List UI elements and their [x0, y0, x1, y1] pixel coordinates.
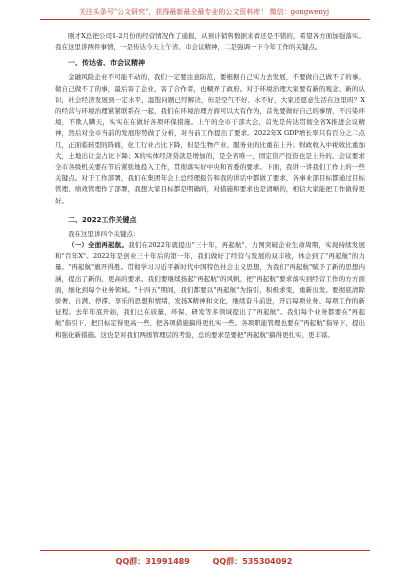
key-point-1-text: 我们在2022年就提出"三十年，再起航"，力图突破企业生命周期，实现持续发展和"百年X"。2022年是创业三十年后的第一年，我们做好了经营与发展的双丰收，体会到了"再起航"的力量。"再起航"旗开得胜。贯彻学习习近平新时代中国特色社会主义思想，为我们"再起航"赋予了新的思想内涵，提出了新的、更高的要求。我们要继续扬起"再起航"的风帆，把"再起航"要求落实到经营工作的方方面面，细化到每个业务领域。"十四五"期间，我们都要以"再起航"为指引，积极求变，重新出发。要彻底清除骄奢、自满、停滞、享乐的思想和情绪，发扬X精神和文化，继续奋斗前进，开启每项业务、每项工作的新征程。去年年底开始，我们已在质量、环保、研发等多领域提出了"再起航"。我们每个业务都要在"再起航"指引下，把目标定得更高一些，把各项措施搞得更扎实一些。各项职能管理也要在"再起航"指导下，提出和强化新措施。这也是对我们两级管理层的考验，总的要求是要把"再起航"搞得更扎实、更丰富。: [55, 241, 365, 339]
section-heading-2: 二、2022工作关键点: [68, 215, 137, 224]
key-point-1-paragraph: [55, 240, 365, 341]
footer-divider: [40, 550, 370, 551]
document-body: [55, 31, 365, 341]
header-divider: [40, 19, 370, 20]
key-point-1-lead: （一）全面再起航。: [68, 241, 129, 250]
footer-qq-2: QQ群：535304092: [212, 557, 293, 566]
section-1-paragraph: 金融风险企业不可能不动的，我们一定要注意防范，要根据自己实力去发展，不要做自己做不了的事。做自己做不了的事，最后害了企业，害了合作者，也糊弄了政府。对于环境治理大家要有新的观念、新的认识，社会经济发展到一定水平，温饱问题已经解决，但是空气不好、水不好，大家还愿意生活在这里吗？X的经营与环境治理紧紧联系在一起，我们在环境治理方面可以大有作为，首先要做好自己的事情，不污染环境，不欺人瞒天，实实在在做好各项环保措施。上午的全市干部大会，首先是传达贯彻全省X推进会议精神，然后对全市当前的发展形势做了分析，对当前工作提出了要求。2022年X GDP增长率只有百分之二点几，正面临转型的阵痛，化工行业占比下降，但是生物产业、服务业的比重在上升；财政收入中税收比重加大，土地出让金占比下降；X的实体经济贷款是增加的，是全省唯一，固定资产投资也是上升的。会议要求全市各级机关要在节后紧张地投入工作，贯彻落实好中央和省委的要求。下面，我讲一讲我们工作上的一些关键点。对于工作部署，我们在集团年会上总经理报告和我的讲话中都做了要求，各事业部目标都通过目标管理、绩效管理作了部署，我想大家目标都是明确的，对措施和要求也是清晰的，相信大家能把工作做得更好。: [55, 73, 365, 205]
section-heading-1: 一、传达省、市会议精神: [68, 59, 145, 68]
intro-paragraph: 刚才X总把公司1-2月份的经营情况作了通报，从预计销售数据来看还是不错的，希望各方面加强落实。我在这里讲两件事情，一是传达今天上午省、市会议精神，二是强调一下今年工作的关键点。: [55, 32, 365, 52]
page-header: 关注头条号"公文研究"，获得最新最全最专业的公文资料库！ 微信：gongwenyj: [78, 8, 330, 16]
section-2-intro: 我在这里讲四个关键点：: [68, 229, 140, 238]
footer-qq-1: QQ群：31991489: [115, 557, 190, 566]
page-footer: [0, 556, 408, 567]
